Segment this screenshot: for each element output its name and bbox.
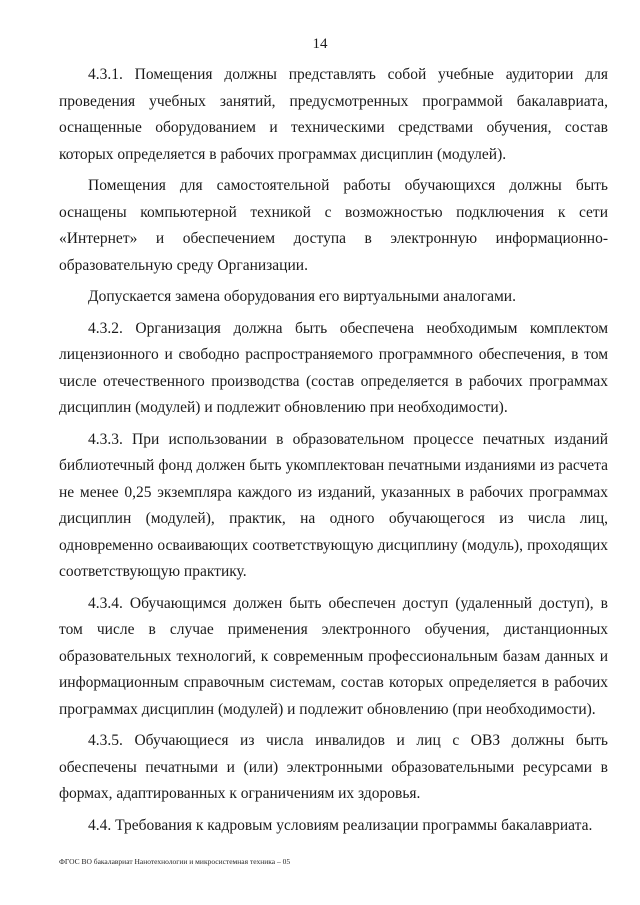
paragraph-4-3-5: 4.3.5. Обучающиеся из числа инвалидов и лиц с ОВЗ должны быть обеспечены печатными и (или) электронными образовательными ресурсами в формах, адаптированных к ограничениям их здоровья. [59,732,608,802]
paragraph-4-3-2: 4.3.2. Организация должна быть обеспечена необходимым комплектом лицензионного и свободно распространяемого программного обеспечения, в том числе отечественного производства (состав определяется в рабочих программах дисциплин (модулей) и подлежит обновлению при необходимости). [59,319,608,416]
paragraph-4-3-3: 4.3.3. При использовании в образовательном процессе печатных изданий библиотечный фонд должен быть укомплектован печатными изданиями из расчета не менее 0,25 экземпляра каждого из изданий, указанных в рабочих программах дисциплин (модулей), практик, на одного обучающегося из числа лиц, одновременно осваивающих соответствующую дисциплину (модуль), проходящих соответствующую практику. [59,430,608,580]
paragraph-4-3-4: 4.3.4. Обучающимся должен быть обеспечен доступ (удаленный доступ), в том числе в случае применения электронного обучения, дистанционных образовательных технологий, к современным профессиональным базам данных и информационным справочным системам, состав которых определяется в рабочих программах дисциплин (модулей) и подлежит обновлению (при необходимости). [59,594,608,718]
paragraph-4-3-1-virtual: Допускается замена оборудования его виртуальными аналогами. [88,288,516,305]
page-footer: ФГОС ВО бакалавриат Нанотехнологии и микросистемная техника – 05 [59,857,291,866]
page-number: 14 [312,36,328,52]
paragraph-4-4: 4.4. Требования к кадровым условиям реализации программы бакалавриата. [88,816,593,834]
document-body [59,62,608,839]
paragraph-4-3-1-rooms: Помещения для самостоятельной работы обучающихся должны быть оснащены компьютерной техникой с возможностью подключения к сети «Интернет» и обеспечением доступа в электронную информационно-образовательную среду Организации. [59,177,608,274]
paragraph-4-3-1: 4.3.1. Помещения должны представлять собой учебные аудитории для проведения учебных занятий, предусмотренных программой бакалавриата, оснащенные оборудованием и техническими средствами обучения, состав которых определяется в рабочих программах дисциплин (модулей). [59,66,608,163]
